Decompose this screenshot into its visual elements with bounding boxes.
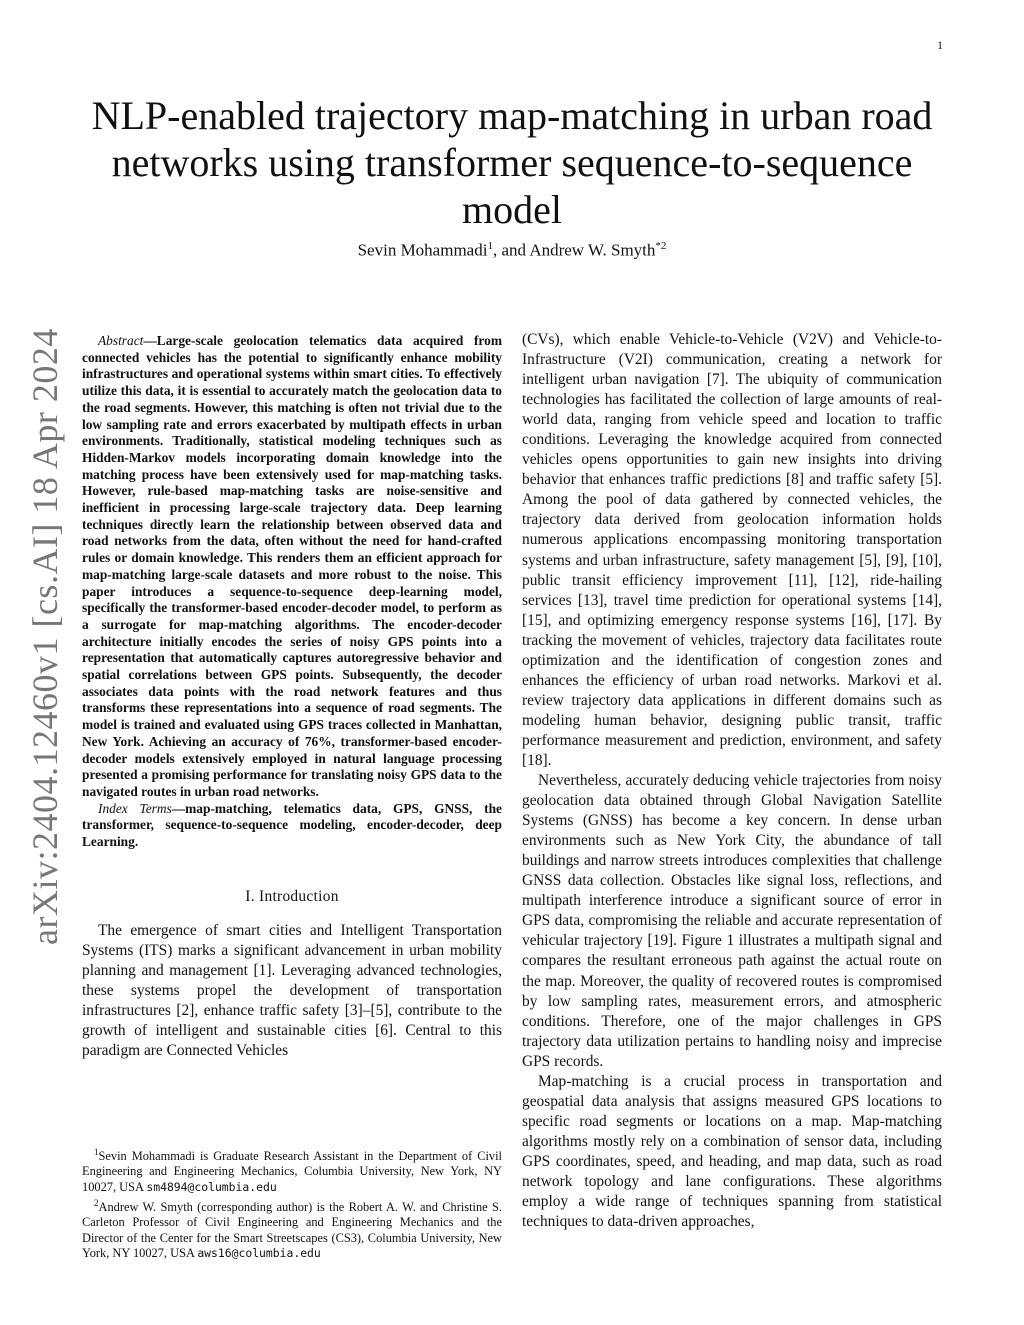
body-paragraph: (CVs), which enable Vehicle-to-Vehicle (V2V) and Vehicle-to-Infrastructure (V2I) communication, creating a network for intelligent urban navigation [7]. The ubiquity of communication technologies has facilitated the collection of large amounts of real-world data, ranging from vehicle speed and location to traffic conditions. Leveraging the knowledge acquired from connected vehicles opens opportunities to gain new insights into driving behavior that enhances traffic predictions [8] and traffic safety [5]. Among the pool of data gathered by connected vehicles, the trajectory data derived from geolocation information holds numerous applications encompassing monitoring transportation systems and urban infrastructure, safety management [5], [9], [10], public transit efficiency improvement [11], [12], ride-hailing services [13], travel time prediction for operational systems [14], [15], and optimizing emergency response systems [16], [17]. By tracking the movement of vehicles, trajectory data facilitates route optimization and the identification of congestion zones and enhances the efficiency of urban road networks. Markovi et al. review trajectory data applications in different domains such as modeling human behavior, designing public transit, traffic performance measurement and prediction, environment, and safety [18].: [522, 331, 942, 769]
index-terms: [82, 801, 502, 851]
body-paragraph: Map-matching is a crucial process in transportation and geospatial data analysis that assigns measured GPS locations to specific road segments or locations on a map. Map-matching algorithms mostly rely on a combination of sensor data, including GPS coordinates, speed, and heading, and map data, such as road network topology and lane configurations. These algorithms employ a wide range of techniques spanning from statistical techniques to data-driven approaches,: [522, 1072, 942, 1231]
affiliation-mark: *2: [655, 240, 667, 252]
email-address: sm4894@columbia.edu: [146, 1179, 277, 1194]
arxiv-identifier: arXiv:2404.12460v1 [cs.AI] 18 Apr 2024: [25, 328, 65, 945]
footnote-mark: 2: [94, 1198, 99, 1209]
left-column: [82, 333, 502, 1061]
footnote-text: Andrew W. Smyth (corresponding author) is the Robert A. W. and Christine S. Carleton Professor of Civil Engineering and Engineering Mechanics and the Director of the Center for the Smart Streetscapes (CS3), Columbia University, New York, NY 10027, USA: [82, 1200, 502, 1261]
body-paragraph: Nevertheless, accurately deducing vehicle trajectories from noisy geolocation data obtained through Global Navigation Satellite Systems (GNSS) has become a key concern. In dense urban environments such as New York City, the abundance of tall buildings and narrow streets introduces complexities that challenge GNSS data collection. Obstacles like signal loss, reflections, and multipath interference introduce a significant source of error in GPS data, compromising the reliable and accurate representation of vehicular trajectory [19]. Figure 1 illustrates a multipath signal and compares the resultant erroneous path against the actual route on the map. Moreover, the quality of recovered routes is compromised by low sampling rates, measurement errors, and atmospheric conditions. Therefore, one of the major challenges in GPS trajectory data utilization pertains to handling noisy and imprecise GPS records.: [522, 772, 942, 1070]
abstract: [82, 333, 502, 801]
footnote: [82, 1196, 502, 1261]
abstract-dash: —: [143, 333, 157, 348]
abstract-label: Abstract: [98, 333, 144, 348]
author-line: [70, 240, 954, 261]
index-terms-label: Index Terms: [98, 800, 172, 816]
footnotes: [82, 1145, 502, 1262]
author-name: Sevin Mohammadi: [357, 240, 488, 260]
right-column: [522, 330, 942, 1232]
author-separator: , and: [492, 240, 530, 260]
section-heading: I. Introduction: [245, 887, 339, 905]
index-terms-text: map-matching, telematics data, GPS, GNSS, the transformer, sequence-to-sequence modeling, encoder-decoder, deep Learning.: [82, 800, 503, 850]
page-number: 1: [937, 38, 943, 52]
paper-title: NLP-enabled trajectory map-matching in urban road networks using transformer sequence-to-sequence model: [91, 93, 933, 232]
abstract-text: Large-scale geolocation telematics data acquired from connected vehicles has the potential to significantly enhance mobility infrastructures and operational systems within smart cities. To effectively utilize this data, it is essential to accurately match the geolocation data to the road segments. However, this matching is often not trivial due to the low sampling rate and errors exacerbated by multipath effects in urban environments. Traditionally, statistical modeling techniques such as Hidden-Markov models incorporating domain knowledge into the matching process have been extensively used for map-matching tasks. However, rule-based map-matching tasks are noise-sensitive and inefficient in processing large-scale trajectory data. Deep learning techniques directly learn the relationship between observed data and road networks from the data, often without the need for hand-crafted rules or domain knowledge. This renders them an efficient approach for map-matching large-scale datasets and more robust to the noise. This paper introduces a sequence-to-sequence deep-learning model, specifically the transformer-based encoder-decoder model, to perform as a surrogate for map-matching algorithms. The encoder-decoder architecture initially encodes the series of noisy GPS points into a representation that automatically captures autoregressive behavior and spatial correlations between GPS points. Subsequently, the decoder associates data points with the road network features and thus transforms these representations into a sequence of road segments. The model is trained and evaluated using GPS traces collected in Manhattan, New York. Achieving an accuracy of 76%, transformer-based encoder-decoder models extensively employed in natural language processing presented a promising performance for translating noisy GPS data to the navigated routes in urban road networks.: [82, 333, 502, 799]
email-address: aws16@columbia.edu: [197, 1246, 321, 1261]
footnote-text: Sevin Mohammadi is Graduate Research Assistant in the Department of Civil Engineering and Engineering Mechanics, Columbia University, New York, NY 10027, USA: [82, 1149, 502, 1194]
footnote: [82, 1145, 502, 1195]
index-terms-dash: —: [171, 800, 186, 816]
author-name: Andrew W. Smyth: [529, 240, 656, 260]
footnote-mark: 1: [94, 1147, 99, 1157]
body-paragraph: The emergence of smart cities and Intelligent Transportation Systems (ITS) marks a significant advancement in urban mobility planning and management [1]. Leveraging advanced technologies, these systems propel the development of transportation infrastructures [2], enhance traffic safety [3]–[5], contribute to the growth of intelligent and sustainable cities [6]. Central to this paradigm are Connected Vehicles: [82, 921, 502, 1060]
affiliation-mark: 1: [487, 240, 493, 252]
